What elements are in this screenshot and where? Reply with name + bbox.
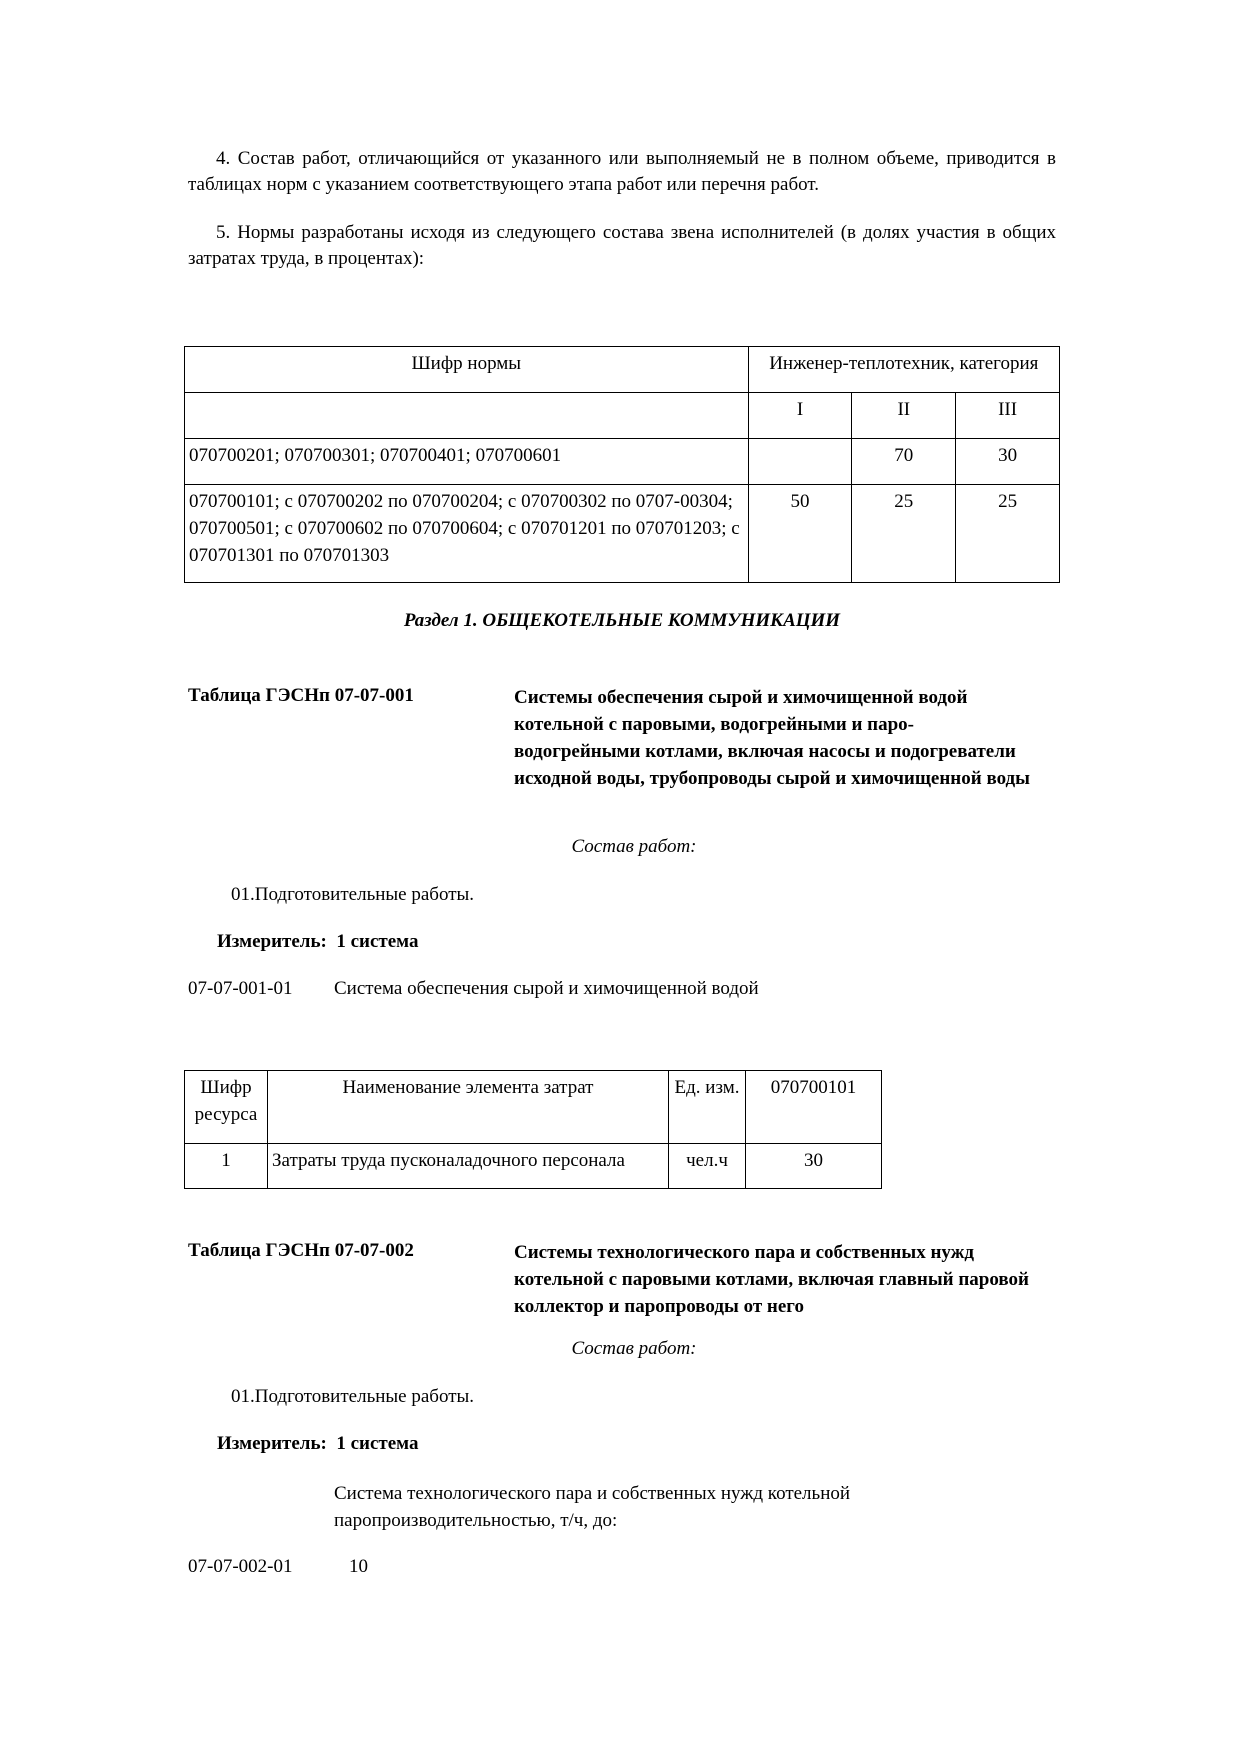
crew-row-value	[748, 439, 852, 485]
meter-label: Измеритель:	[217, 931, 327, 952]
table1-norm-code: 07-07-001-01	[188, 978, 293, 999]
table1-work-item: 01.Подготовительные работы.	[231, 884, 475, 905]
meter-label: Измеритель:	[217, 1433, 327, 1454]
resource-code: 1	[185, 1144, 268, 1189]
crew-category: II	[852, 393, 956, 439]
table1-works-heading: Состав работ:	[571, 836, 697, 857]
crew-category: I	[748, 393, 852, 439]
table2-meter	[217, 1433, 419, 1455]
crew-row-value: 25	[956, 485, 1060, 583]
crew-row-codes: 070700101; с 070700202 по 070700204; с 070700302 по 0707-00304; 070700501; с 070700602 по 070700604; с 070701201 по 070701203; с 070701301 по 070701303	[185, 485, 749, 583]
crew-header-code: Шифр нормы	[185, 347, 749, 393]
table-row	[185, 439, 1060, 485]
table1-title: Системы обеспечения сырой и химочищенной водой котельной с паровыми, водогрейными и паро-водогрейными котлами, включая насосы и подогреватели исходной воды, трубопроводы сырой и химочищенной воды	[514, 687, 1030, 789]
table2-title: Системы технологического пара и собственных нужд котельной с паровыми котлами, включая главный паровой коллектор и паропроводы от него	[514, 1242, 1029, 1317]
crew-header-empty	[185, 393, 749, 439]
table1-label: Таблица ГЭСНп 07-07-001	[188, 685, 414, 706]
resource-header-unit: Ед. изм.	[669, 1071, 746, 1144]
resource-value: 30	[746, 1144, 882, 1189]
crew-row-value: 50	[748, 485, 852, 583]
meter-value: 1 система	[336, 931, 419, 952]
resource-header-norm: 070700101	[746, 1071, 882, 1144]
table2-work-item: 01.Подготовительные работы.	[231, 1386, 475, 1407]
table2-norm-code: 07-07-002-01	[188, 1556, 293, 1577]
table-row	[185, 1144, 882, 1189]
section-title: Раздел 1. ОБЩЕКОТЕЛЬНЫЕ КОММУНИКАЦИИ	[403, 610, 841, 631]
resource-header-code: Шифр ресурса	[185, 1071, 268, 1144]
resource-unit: чел.ч	[669, 1144, 746, 1189]
resource-table	[184, 1070, 882, 1189]
table1-norm-name: Система обеспечения сырой и химочищенной водой	[334, 978, 759, 999]
table-row	[185, 485, 1060, 583]
paragraph-4: 4. Состав работ, отличающийся от указанного или выполняемый не в полном объеме, приводится в таблицах норм с указанием соответствующего этапа работ или перечня работ.	[188, 148, 1056, 195]
resource-name: Затраты труда пусконаладочного персонала	[268, 1144, 669, 1189]
table2-group-name: Система технологического пара и собственных нужд котельной паропроизводительностью, т/ч, до:	[334, 1483, 851, 1531]
resource-header-name: Наименование элемента затрат	[268, 1071, 669, 1144]
crew-header-engineer: Инженер-теплотехник, категория	[748, 347, 1059, 393]
table1-meter	[217, 931, 419, 953]
crew-row-value: 25	[852, 485, 956, 583]
crew-row-value: 70	[852, 439, 956, 485]
crew-row-codes: 070700201; 070700301; 070700401; 070700601	[185, 439, 749, 485]
crew-row-value: 30	[956, 439, 1060, 485]
paragraph-5: 5. Нормы разработаны исходя из следующего состава звена исполнителей (в долях участия в общих затратах труда, в процентах):	[188, 222, 1056, 269]
table2-norm-value: 10	[349, 1556, 368, 1577]
crew-table	[184, 346, 1060, 583]
crew-category: III	[956, 393, 1060, 439]
table2-works-heading: Состав работ:	[571, 1338, 697, 1359]
table2-label: Таблица ГЭСНп 07-07-002	[188, 1240, 414, 1261]
meter-value: 1 система	[336, 1433, 419, 1454]
